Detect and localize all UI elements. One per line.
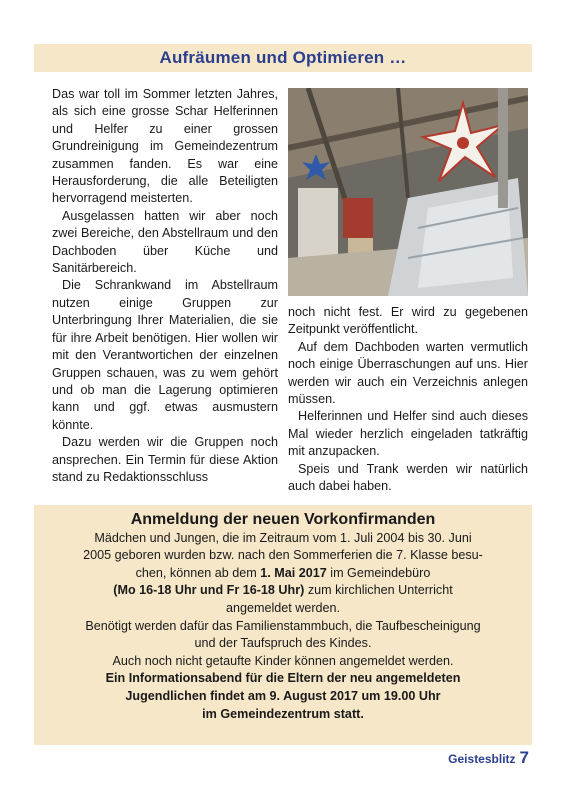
registration-line: angemeldet werden. xyxy=(225,600,341,615)
page-footer xyxy=(448,748,529,768)
paragraph: Speis und Trank werden wir natürlich auch dabei haben. xyxy=(288,461,528,494)
registration-heading: Anmeldung der neuen Vorkonfirmanden xyxy=(130,511,436,528)
right-column xyxy=(288,304,528,495)
text-segment: im Gemeindebüro xyxy=(326,565,431,580)
office-hours: (Mo 16-18 Uhr und Fr 16-18 Uhr) xyxy=(113,583,305,598)
registration-line: und der Taufspruch des Kindes. xyxy=(194,636,372,651)
info-evening-line: im Gemeindezentrum statt. xyxy=(202,706,364,721)
title-bar xyxy=(34,44,532,72)
info-evening-line: Ein Informationsabend für die Eltern der neu angemeldeten xyxy=(105,671,461,686)
paragraph: Auf dem Dachboden warten vermutlich noch einige Überraschungen auf uns. Hier werden wir auch ein Verzeichnis anlegen müssen. xyxy=(288,339,528,407)
registration-line: 2005 geboren wurden bzw. nach den Sommerferien die 7. Klasse besu- xyxy=(83,548,483,563)
registration-line xyxy=(34,565,532,583)
date-highlight: 1. Mai 2017 xyxy=(260,565,327,580)
paragraph: Helferinnen und Helfer sind auch dieses Mal wieder herzlich eingeladen tatkräftig mit anzupacken. xyxy=(288,409,528,459)
paragraph: Das war toll im Sommer letzten Jahres, als sich eine grosse Schar Helferinnen und Helfer zu einer grossen Grundreinigung im Gemeindezentrum zusammen fanden. Es war eine Herausforderung, die alle Beteiligten hervorragend meisterten. xyxy=(52,87,278,206)
magazine-name: Geistesblitz xyxy=(448,752,516,766)
paragraph: noch nicht fest. Er wird zu gegebenen Zeitpunkt veröffentlicht. xyxy=(288,305,528,337)
text-segment: chen, können ab dem xyxy=(135,565,261,580)
paragraph: Ausgelassen hatten wir aber noch zwei Bereiche, den Abstellraum und den Dachboden über Küche und Sanitärbereich. xyxy=(52,208,278,276)
paragraph: Dazu werden wir die Gruppen noch ansprechen. Ein Termin für diese Aktion stand zu Redaktionsschluss xyxy=(52,435,278,484)
attic-photo xyxy=(288,88,528,296)
attic-photo-illustration xyxy=(288,88,528,296)
registration-line: Mädchen und Jungen, die im Zeitraum vom 1. Juli 2004 bis 30. Juni xyxy=(94,530,472,545)
registration-line: Auch noch nicht getaufte Kinder können angemeldet werden. xyxy=(112,653,454,668)
registration-line xyxy=(34,582,532,600)
left-column xyxy=(52,86,278,486)
registration-line: Benötigt werden dafür das Familienstammbuch, die Taufbescheinigung xyxy=(85,618,481,633)
page-number: 7 xyxy=(519,748,529,767)
paragraph: Die Schrankwand im Abstellraum nutzen einige Gruppen zur Unterbringung Ihrer Materialien, die sie für ihre Arbeit benötigen. Hier wollen wir mit den Verantwortichen der einzelnen Gruppen schauen, was zu wem gehört und ob man die Lagerung optimieren kann und ggf. etwas ausmustern könnte. xyxy=(52,278,278,432)
text-segment: zum kirchlichen Unterricht xyxy=(304,583,453,598)
info-evening-line: Jugendlichen findet am 9. August 2017 um 19.00 Uhr xyxy=(125,688,441,703)
article-title: Aufräumen und Optimieren … xyxy=(159,48,407,67)
registration-box xyxy=(34,505,532,745)
